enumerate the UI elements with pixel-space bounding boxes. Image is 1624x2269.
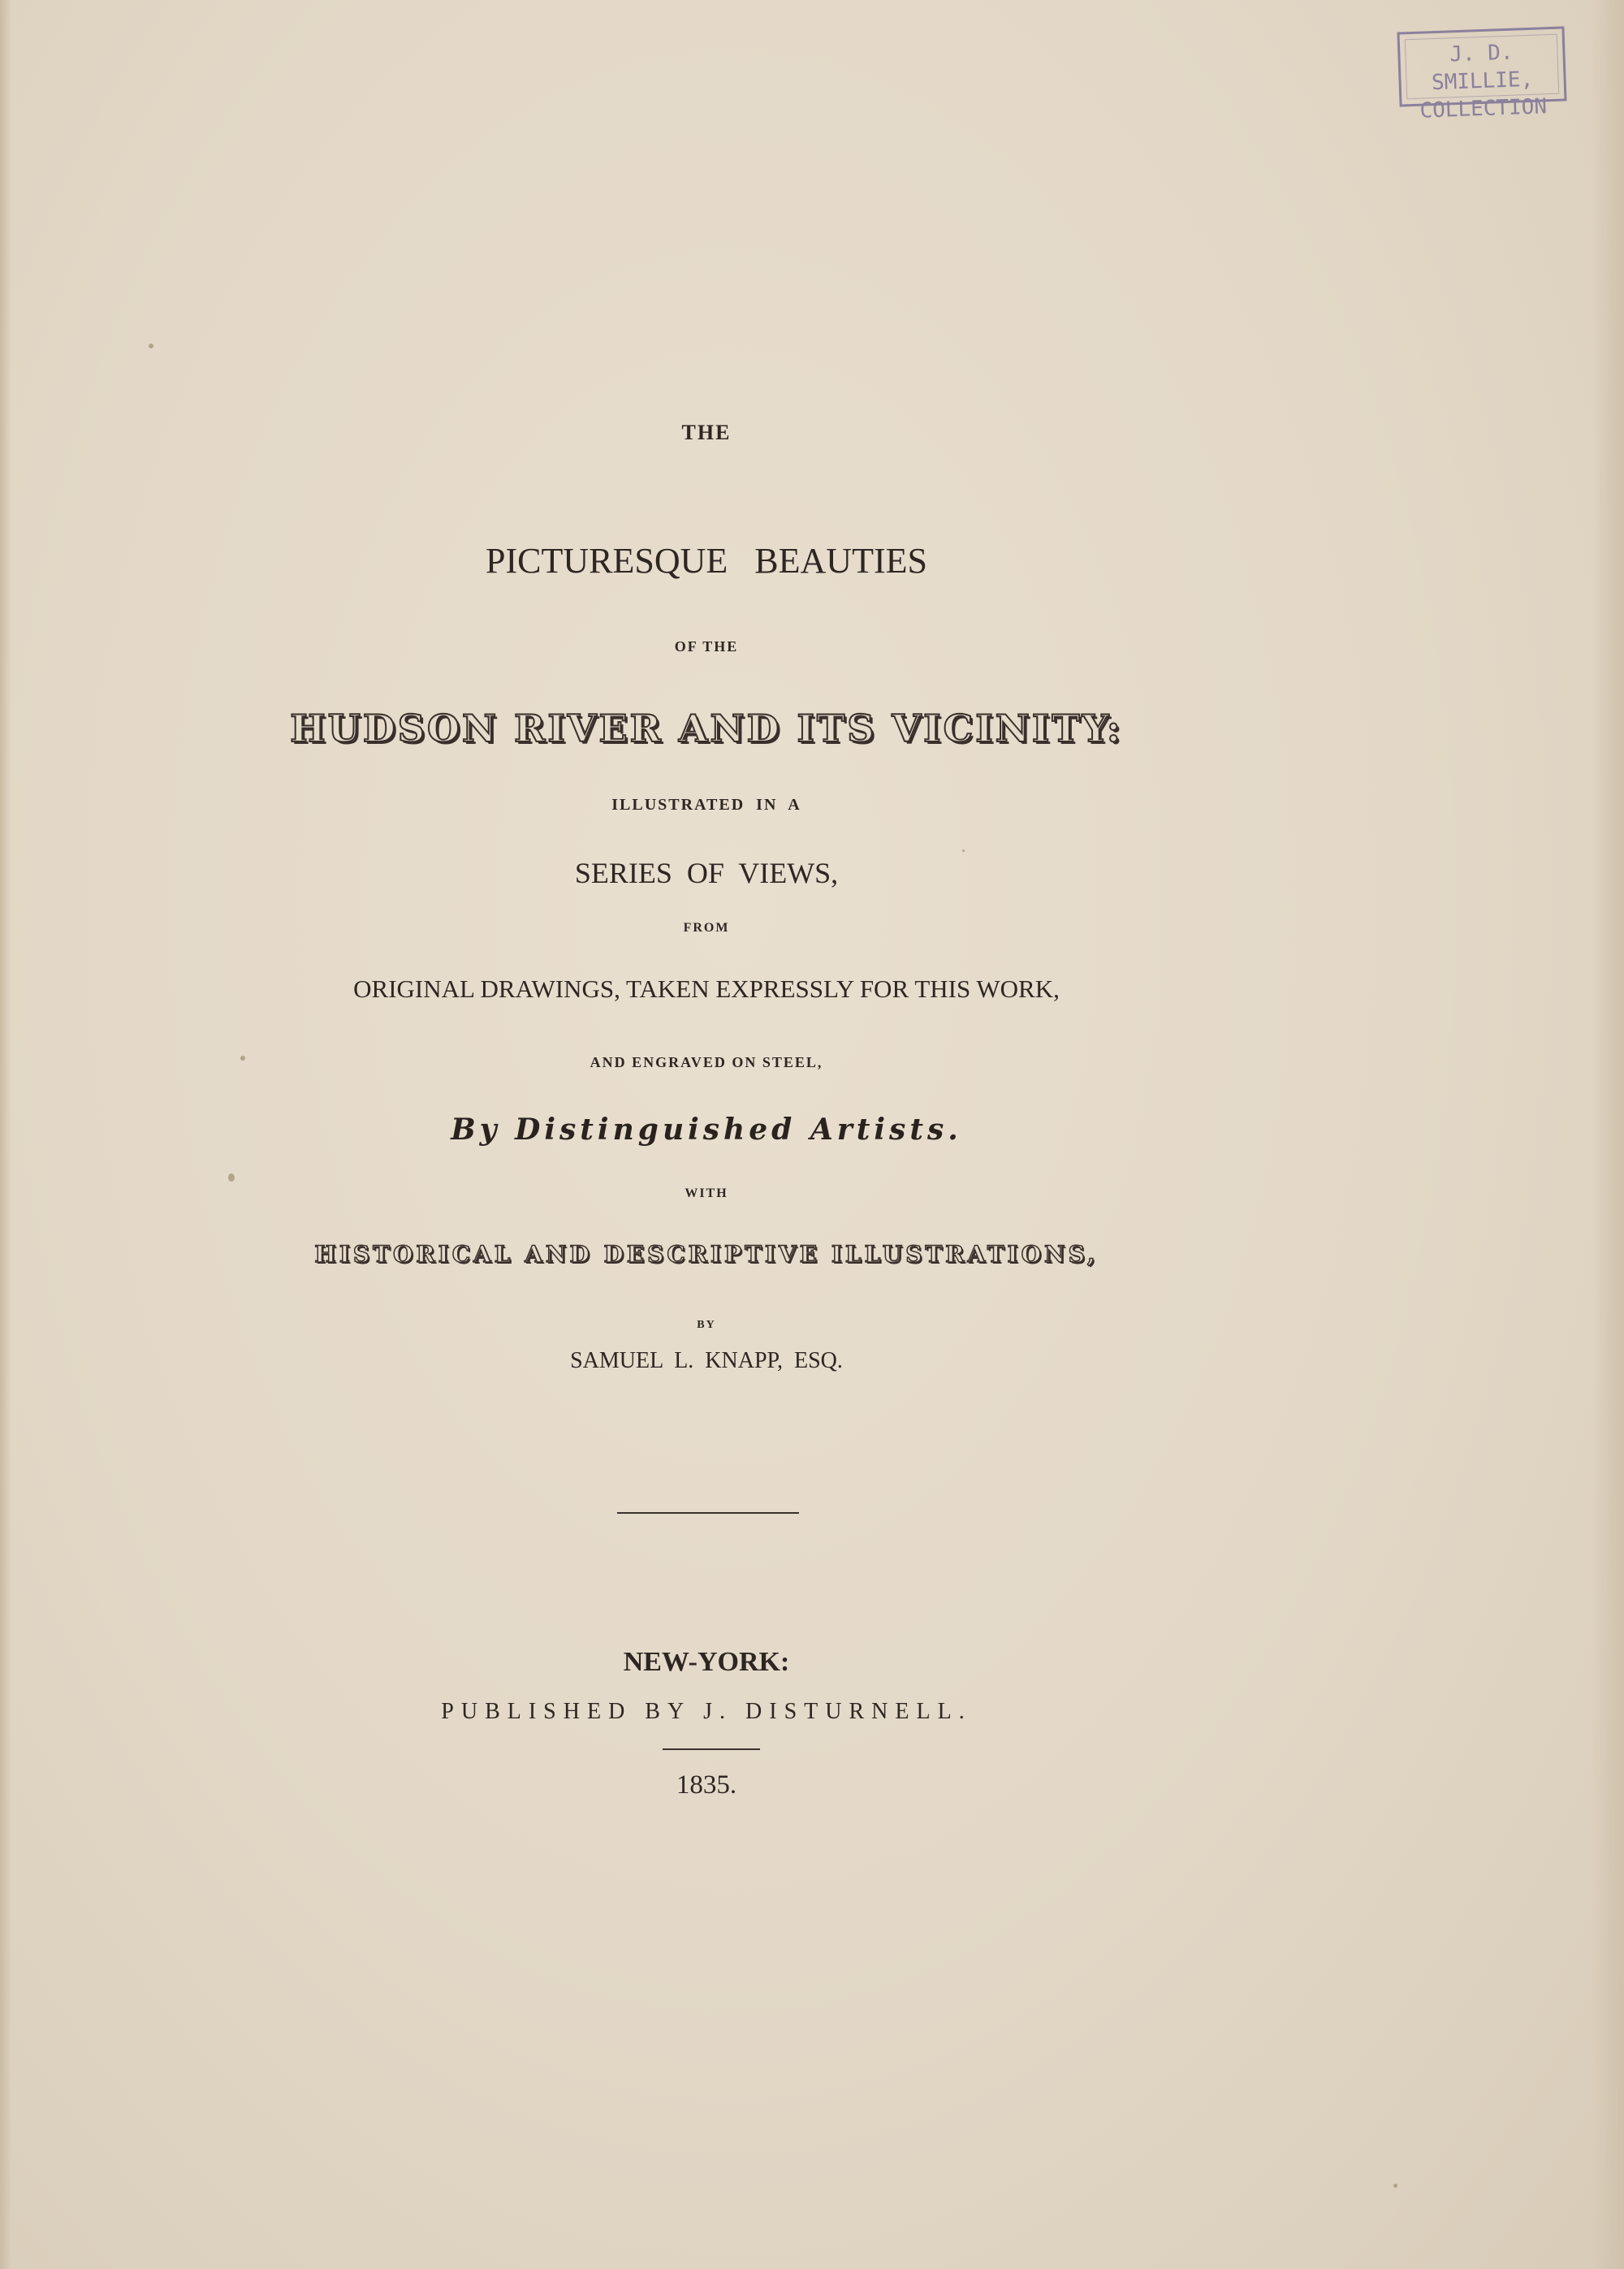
- imprint-year: 1835.: [676, 1770, 737, 1800]
- paper-speck: [149, 344, 153, 348]
- series-line: SERIES OF VIEWS,: [574, 857, 839, 889]
- imprint-publisher: PUBLISHED BY J. DISTURNELL.: [441, 1699, 972, 1724]
- from-line: FROM: [683, 921, 730, 935]
- subject-title: HUDSON RIVER AND ITS VICINITY:: [290, 707, 1123, 750]
- paper-speck: [1393, 2184, 1397, 2188]
- imprint-city: NEW-YORK:: [623, 1647, 790, 1677]
- author-name: SAMUEL L. KNAPP, ESQ.: [570, 1348, 843, 1373]
- drawings-line: ORIGINAL DRAWINGS, TAKEN EXPRESSLY FOR THIS WORK,: [353, 975, 1060, 1003]
- title-of-the: OF THE: [674, 638, 739, 655]
- stamp-line-1: J. D. SMILLIE,: [1431, 40, 1534, 96]
- divider-rule: [617, 1512, 799, 1514]
- illustrated-line: ILLUSTRATED IN A: [611, 796, 801, 814]
- page-edge-right: [1592, 0, 1624, 2269]
- paper-speck: [962, 849, 965, 852]
- stamp-line-2: COLLECTION: [1419, 94, 1548, 123]
- artists-line: By Distinguished Artists.: [451, 1113, 962, 1147]
- paper-speck: [240, 1056, 245, 1061]
- imprint-rule: [663, 1748, 760, 1750]
- by-line: BY: [697, 1319, 716, 1331]
- illustrations-line: HISTORICAL AND DESCRIPTIVE ILLUSTRATIONS,: [314, 1241, 1099, 1268]
- paper-speck: [228, 1173, 235, 1182]
- title-the: THE: [681, 421, 732, 444]
- engraved-line: AND ENGRAVED ON STEEL,: [590, 1054, 823, 1070]
- stamp-border: [1405, 34, 1559, 100]
- with-line: WITH: [685, 1186, 728, 1200]
- collection-stamp: [1397, 26, 1566, 123]
- main-title: PICTURESQUE BEAUTIES: [486, 541, 927, 581]
